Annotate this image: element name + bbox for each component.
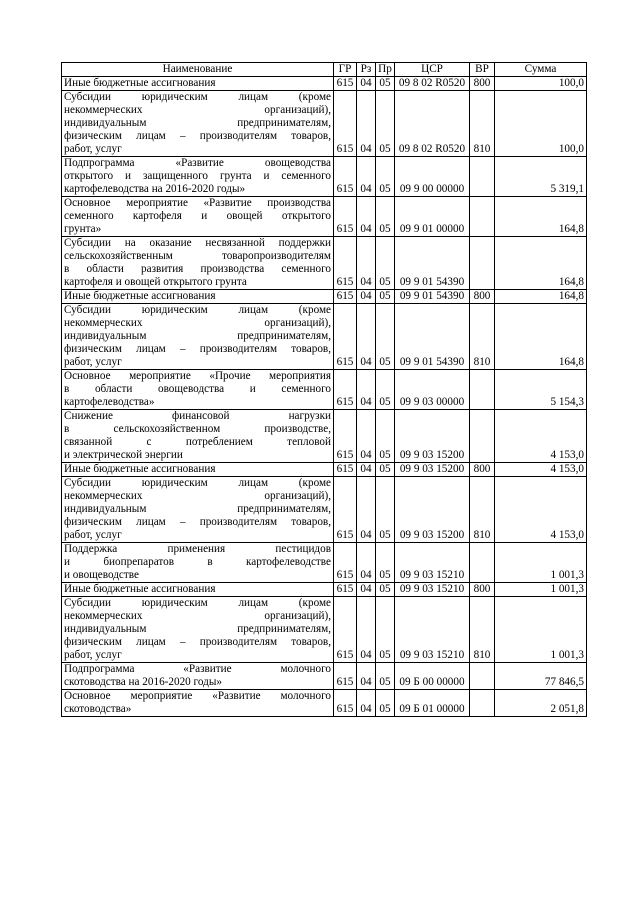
row-gr: 615	[334, 463, 357, 477]
budget-table	[61, 62, 587, 717]
row-sum: 164,8	[495, 237, 587, 290]
row-pr: 05	[376, 543, 395, 583]
row-rz: 04	[357, 290, 376, 304]
row-name	[62, 197, 334, 237]
row-name	[62, 237, 334, 290]
row-name-line: некоммерческих организаций),	[64, 490, 331, 502]
row-name-line: физическим лицам – производителям товаров,	[64, 516, 331, 528]
table-row	[62, 410, 587, 463]
row-name	[62, 91, 334, 157]
table-row	[62, 237, 587, 290]
row-name-line: Субсидии на оказание несвязанной поддержки	[64, 237, 331, 249]
row-rz: 04	[357, 304, 376, 370]
row-rz: 04	[357, 663, 376, 690]
row-name	[62, 370, 334, 410]
row-pr: 05	[376, 290, 395, 304]
row-vr: 800	[470, 583, 495, 597]
row-csr: 09 9 01 54390	[395, 290, 470, 304]
row-vr	[470, 157, 495, 197]
table-row	[62, 663, 587, 690]
row-name-line: открытого и защищенного грунта и семенного	[64, 170, 331, 182]
row-name	[62, 690, 334, 717]
row-pr: 05	[376, 477, 395, 543]
row-name-line: и овощеводстве	[64, 569, 139, 581]
row-csr: 09 9 03 15210	[395, 583, 470, 597]
row-csr: 09 9 03 15200	[395, 463, 470, 477]
row-name	[62, 477, 334, 543]
row-pr: 05	[376, 157, 395, 197]
row-csr: 09 9 03 15200	[395, 410, 470, 463]
row-gr: 615	[334, 237, 357, 290]
row-sum: 164,8	[495, 290, 587, 304]
row-csr: 09 9 03 00000	[395, 370, 470, 410]
row-gr: 615	[334, 290, 357, 304]
row-name-line: скотоводства на 2016-2020 годы»	[64, 676, 222, 688]
row-name-line: индивидуальным предпринимателям,	[64, 503, 331, 515]
row-name	[62, 410, 334, 463]
row-gr: 615	[334, 410, 357, 463]
row-csr: 09 9 01 00000	[395, 197, 470, 237]
row-name-line: Основное мероприятие «Развитие производства	[64, 197, 331, 209]
row-name-line: физическим лицам – производителям товаров,	[64, 130, 331, 142]
table-row	[62, 690, 587, 717]
header-name: Наименование	[62, 63, 334, 77]
row-name-line: некоммерческих организаций),	[64, 317, 331, 329]
row-pr: 05	[376, 77, 395, 91]
row-csr: 09 9 03 15200	[395, 477, 470, 543]
table-row	[62, 91, 587, 157]
row-rz: 04	[357, 690, 376, 717]
row-pr: 05	[376, 197, 395, 237]
row-gr: 615	[334, 157, 357, 197]
row-name-line: связанной с потреблением тепловой	[64, 436, 331, 448]
table-row	[62, 304, 587, 370]
row-name-line: Субсидии юридическим лицам (кроме	[64, 304, 331, 316]
row-pr: 05	[376, 370, 395, 410]
table-row	[62, 597, 587, 663]
row-rz: 04	[357, 463, 376, 477]
row-name-line: работ, услуг	[64, 649, 122, 661]
row-csr: 09 9 03 15210	[395, 543, 470, 583]
row-name-line: Поддержка применения пестицидов	[64, 543, 331, 555]
row-gr: 615	[334, 583, 357, 597]
table-row	[62, 583, 587, 597]
row-name	[62, 77, 334, 91]
row-vr: 800	[470, 77, 495, 91]
table-row	[62, 370, 587, 410]
row-name	[62, 583, 334, 597]
row-name-line: Субсидии юридическим лицам (кроме	[64, 91, 331, 103]
row-gr: 615	[334, 304, 357, 370]
row-vr: 810	[470, 91, 495, 157]
row-sum: 77 846,5	[495, 663, 587, 690]
row-vr: 800	[470, 290, 495, 304]
row-name-line: физическим лицам – производителям товаров,	[64, 636, 331, 648]
row-csr: 09 9 01 54390	[395, 304, 470, 370]
row-vr: 810	[470, 477, 495, 543]
row-name-line: в сельскохозяйственном производстве,	[64, 423, 331, 435]
row-vr: 810	[470, 304, 495, 370]
row-pr: 05	[376, 410, 395, 463]
row-name-line: работ, услуг	[64, 356, 122, 368]
row-sum: 4 153,0	[495, 477, 587, 543]
row-sum: 100,0	[495, 91, 587, 157]
row-vr	[470, 197, 495, 237]
header-rz: Рз	[357, 63, 376, 77]
header-row	[62, 63, 587, 77]
row-csr: 09 Б 00 00000	[395, 663, 470, 690]
header-csr: ЦСР	[395, 63, 470, 77]
row-name-line: Основное мероприятие «Развитие молочного	[64, 690, 331, 702]
table-row	[62, 543, 587, 583]
row-pr: 05	[376, 690, 395, 717]
row-csr: 09 8 02 R0520	[395, 77, 470, 91]
row-rz: 04	[357, 91, 376, 157]
row-name	[62, 157, 334, 197]
row-vr	[470, 690, 495, 717]
row-vr: 810	[470, 597, 495, 663]
row-name-line: грунта»	[64, 223, 102, 235]
header-sum: Сумма	[495, 63, 587, 77]
table-row	[62, 477, 587, 543]
row-pr: 05	[376, 237, 395, 290]
row-pr: 05	[376, 597, 395, 663]
row-name-line: Иные бюджетные ассигнования	[64, 463, 216, 475]
row-name-line: Снижение финансовой нагрузки	[64, 410, 331, 422]
row-name-line: сельскохозяйственным товаропроизводителям	[64, 250, 331, 262]
row-pr: 05	[376, 91, 395, 157]
table-row	[62, 463, 587, 477]
row-name-line: картофеля и овощей открытого грунта	[64, 276, 247, 288]
header-pr: Пр	[376, 63, 395, 77]
row-csr: 09 Б 01 00000	[395, 690, 470, 717]
header-gr: ГР	[334, 63, 357, 77]
row-name	[62, 543, 334, 583]
row-gr: 615	[334, 477, 357, 543]
row-name-line: в области развития производства семенного	[64, 263, 331, 275]
row-gr: 615	[334, 91, 357, 157]
row-name-line: Иные бюджетные ассигнования	[64, 583, 216, 595]
row-rz: 04	[357, 237, 376, 290]
row-name-line: Субсидии юридическим лицам (кроме	[64, 477, 331, 489]
row-name-line: Субсидии юридическим лицам (кроме	[64, 597, 331, 609]
row-name-line: некоммерческих организаций),	[64, 610, 331, 622]
row-vr	[470, 237, 495, 290]
row-name-line: скотоводства»	[64, 703, 132, 715]
row-gr: 615	[334, 663, 357, 690]
row-rz: 04	[357, 77, 376, 91]
row-gr: 615	[334, 690, 357, 717]
row-sum: 4 153,0	[495, 463, 587, 477]
row-vr	[470, 663, 495, 690]
row-pr: 05	[376, 663, 395, 690]
row-name	[62, 663, 334, 690]
row-name-line: и биопрепаратов в картофелеводстве	[64, 556, 331, 568]
row-rz: 04	[357, 410, 376, 463]
row-gr: 615	[334, 543, 357, 583]
row-sum: 1 001,3	[495, 583, 587, 597]
row-name-line: некоммерческих организаций),	[64, 104, 331, 116]
row-sum: 2 051,8	[495, 690, 587, 717]
header-vr: ВР	[470, 63, 495, 77]
table-body	[62, 77, 587, 717]
row-sum: 1 001,3	[495, 597, 587, 663]
row-name-line: работ, услуг	[64, 529, 122, 541]
row-sum: 100,0	[495, 77, 587, 91]
row-rz: 04	[357, 197, 376, 237]
row-name-line: Основное мероприятие «Прочие мероприятия	[64, 370, 331, 382]
row-name-line: Иные бюджетные ассигнования	[64, 77, 216, 89]
row-name-line: индивидуальным предпринимателям,	[64, 330, 331, 342]
row-name	[62, 463, 334, 477]
row-vr	[470, 410, 495, 463]
row-name-line: и электрической энергии	[64, 449, 183, 461]
row-gr: 615	[334, 197, 357, 237]
row-rz: 04	[357, 543, 376, 583]
row-name-line: картофелеводства»	[64, 396, 155, 408]
table-row	[62, 77, 587, 91]
row-name-line: индивидуальным предпринимателям,	[64, 117, 331, 129]
row-csr: 09 8 02 R0520	[395, 91, 470, 157]
row-name-line: Иные бюджетные ассигнования	[64, 290, 216, 302]
row-name-line: Подпрограмма «Развитие овощеводства	[64, 157, 331, 169]
row-gr: 615	[334, 77, 357, 91]
row-name	[62, 597, 334, 663]
row-csr: 09 9 03 15210	[395, 597, 470, 663]
row-name	[62, 304, 334, 370]
row-pr: 05	[376, 304, 395, 370]
row-csr: 09 9 00 00000	[395, 157, 470, 197]
row-vr	[470, 543, 495, 583]
row-name-line: семенного картофеля и овощей открытого	[64, 210, 331, 222]
row-pr: 05	[376, 583, 395, 597]
row-name-line: индивидуальным предпринимателям,	[64, 623, 331, 635]
row-gr: 615	[334, 597, 357, 663]
table-row	[62, 290, 587, 304]
row-sum: 4 153,0	[495, 410, 587, 463]
row-vr	[470, 370, 495, 410]
row-vr: 800	[470, 463, 495, 477]
row-sum: 1 001,3	[495, 543, 587, 583]
row-rz: 04	[357, 477, 376, 543]
row-name-line: в области овощеводства и семенного	[64, 383, 331, 395]
row-rz: 04	[357, 370, 376, 410]
row-name-line: Подпрограмма «Развитие молочного	[64, 663, 331, 675]
row-sum: 164,8	[495, 304, 587, 370]
row-pr: 05	[376, 463, 395, 477]
row-rz: 04	[357, 157, 376, 197]
row-name-line: работ, услуг	[64, 143, 122, 155]
row-csr: 09 9 01 54390	[395, 237, 470, 290]
row-sum: 5 319,1	[495, 157, 587, 197]
row-name-line: физическим лицам – производителям товаров,	[64, 343, 331, 355]
row-name	[62, 290, 334, 304]
row-sum: 5 154,3	[495, 370, 587, 410]
table-row	[62, 157, 587, 197]
row-rz: 04	[357, 583, 376, 597]
row-sum: 164,8	[495, 197, 587, 237]
row-rz: 04	[357, 597, 376, 663]
row-name-line: картофелеводства на 2016-2020 годы»	[64, 183, 246, 195]
row-gr: 615	[334, 370, 357, 410]
table-row	[62, 197, 587, 237]
